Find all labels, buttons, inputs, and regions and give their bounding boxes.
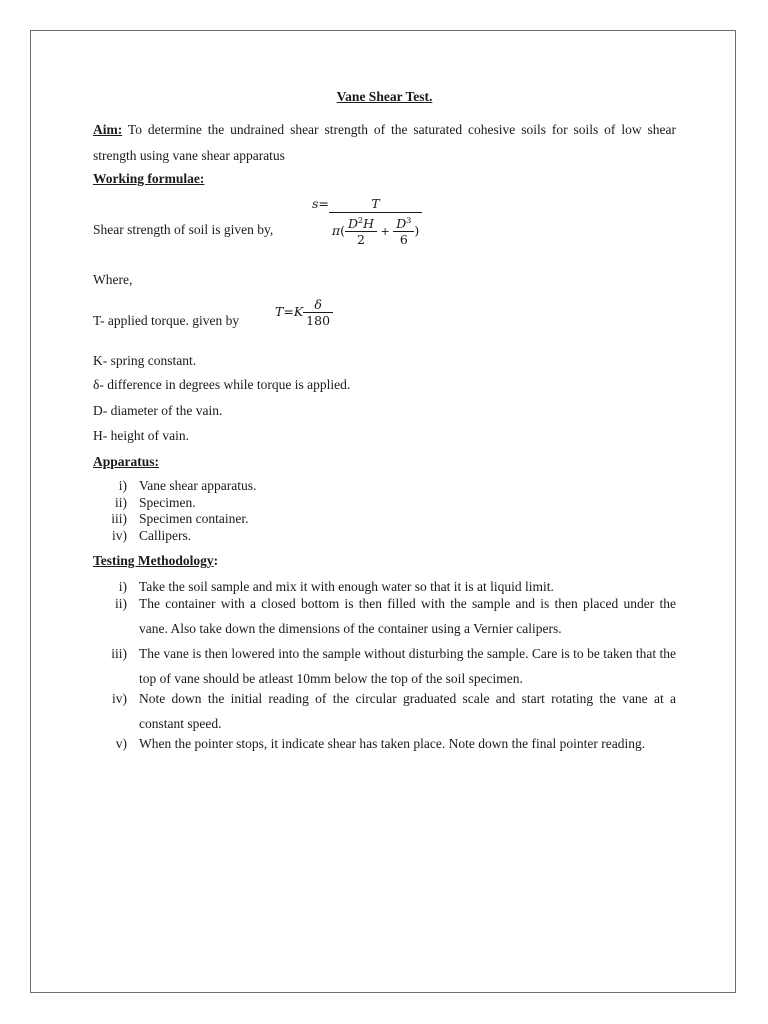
definition-d: D- diameter of the vain. bbox=[93, 403, 223, 418]
list-item: v) When the pointer stops, it indicate shear has taken place. Note down the final pointer reading. bbox=[115, 736, 646, 751]
torque-equation: T=K $\frac{\delta}{180}$ bbox=[275, 297, 333, 328]
shear-strength-text: Shear strength of soil is given by, bbox=[93, 222, 274, 237]
testing-methodology-list bbox=[93, 578, 676, 756]
aim-paragraph bbox=[93, 117, 676, 169]
list-item: i) Take the soil sample and mix it with enough water so that it is at liquid limit. bbox=[118, 579, 554, 594]
list-item: ii) The container with a closed bottom is then filled with the sample and is then placed under the vane. Also take down the dimensions of the container using a Vernier calipers. bbox=[115, 596, 676, 636]
where-text: Where, bbox=[93, 272, 133, 287]
definition-delta: δ- difference in degrees while torque is applied. bbox=[93, 377, 351, 392]
apparatus-list bbox=[93, 478, 676, 544]
testing-methodology-heading: Testing Methodology: bbox=[93, 553, 219, 568]
list-item: iv) Callipers. bbox=[112, 527, 192, 543]
list-item: iv) Note down the initial reading of the circular graduated scale and start rotating the vane at a constant speed. bbox=[112, 691, 676, 731]
working-formulae-heading: Working formulae: bbox=[93, 171, 205, 186]
apparatus-heading: Apparatus: bbox=[93, 454, 160, 469]
definition-k: K- spring constant. bbox=[93, 353, 197, 368]
torque-text: T- applied torque. given by bbox=[93, 313, 240, 328]
definition-h: H- height of vain. bbox=[93, 428, 189, 443]
list-item: ii) Specimen. bbox=[115, 494, 196, 510]
aim-text: To determine the undrained shear strength of the saturated cohesive soils for soils of low shear strength using vane shear apparatus bbox=[93, 122, 676, 163]
list-item: i) Vane shear apparatus. bbox=[118, 478, 257, 493]
document-title: Vane Shear Test. bbox=[336, 89, 433, 104]
list-item: iii) The vane is then lowered into the sample without disturbing the sample. Care is to be taken that the top of vane should be atleast 10mm below the top of the soil specimen. bbox=[111, 646, 676, 686]
list-item: iii) Specimen container. bbox=[111, 511, 249, 526]
shear-strength-equation: s= T π( $\frac{D^2H}{2}$ + $\frac{D^3}{6}$ ) bbox=[312, 196, 422, 247]
aim-label: Aim: bbox=[93, 122, 123, 137]
